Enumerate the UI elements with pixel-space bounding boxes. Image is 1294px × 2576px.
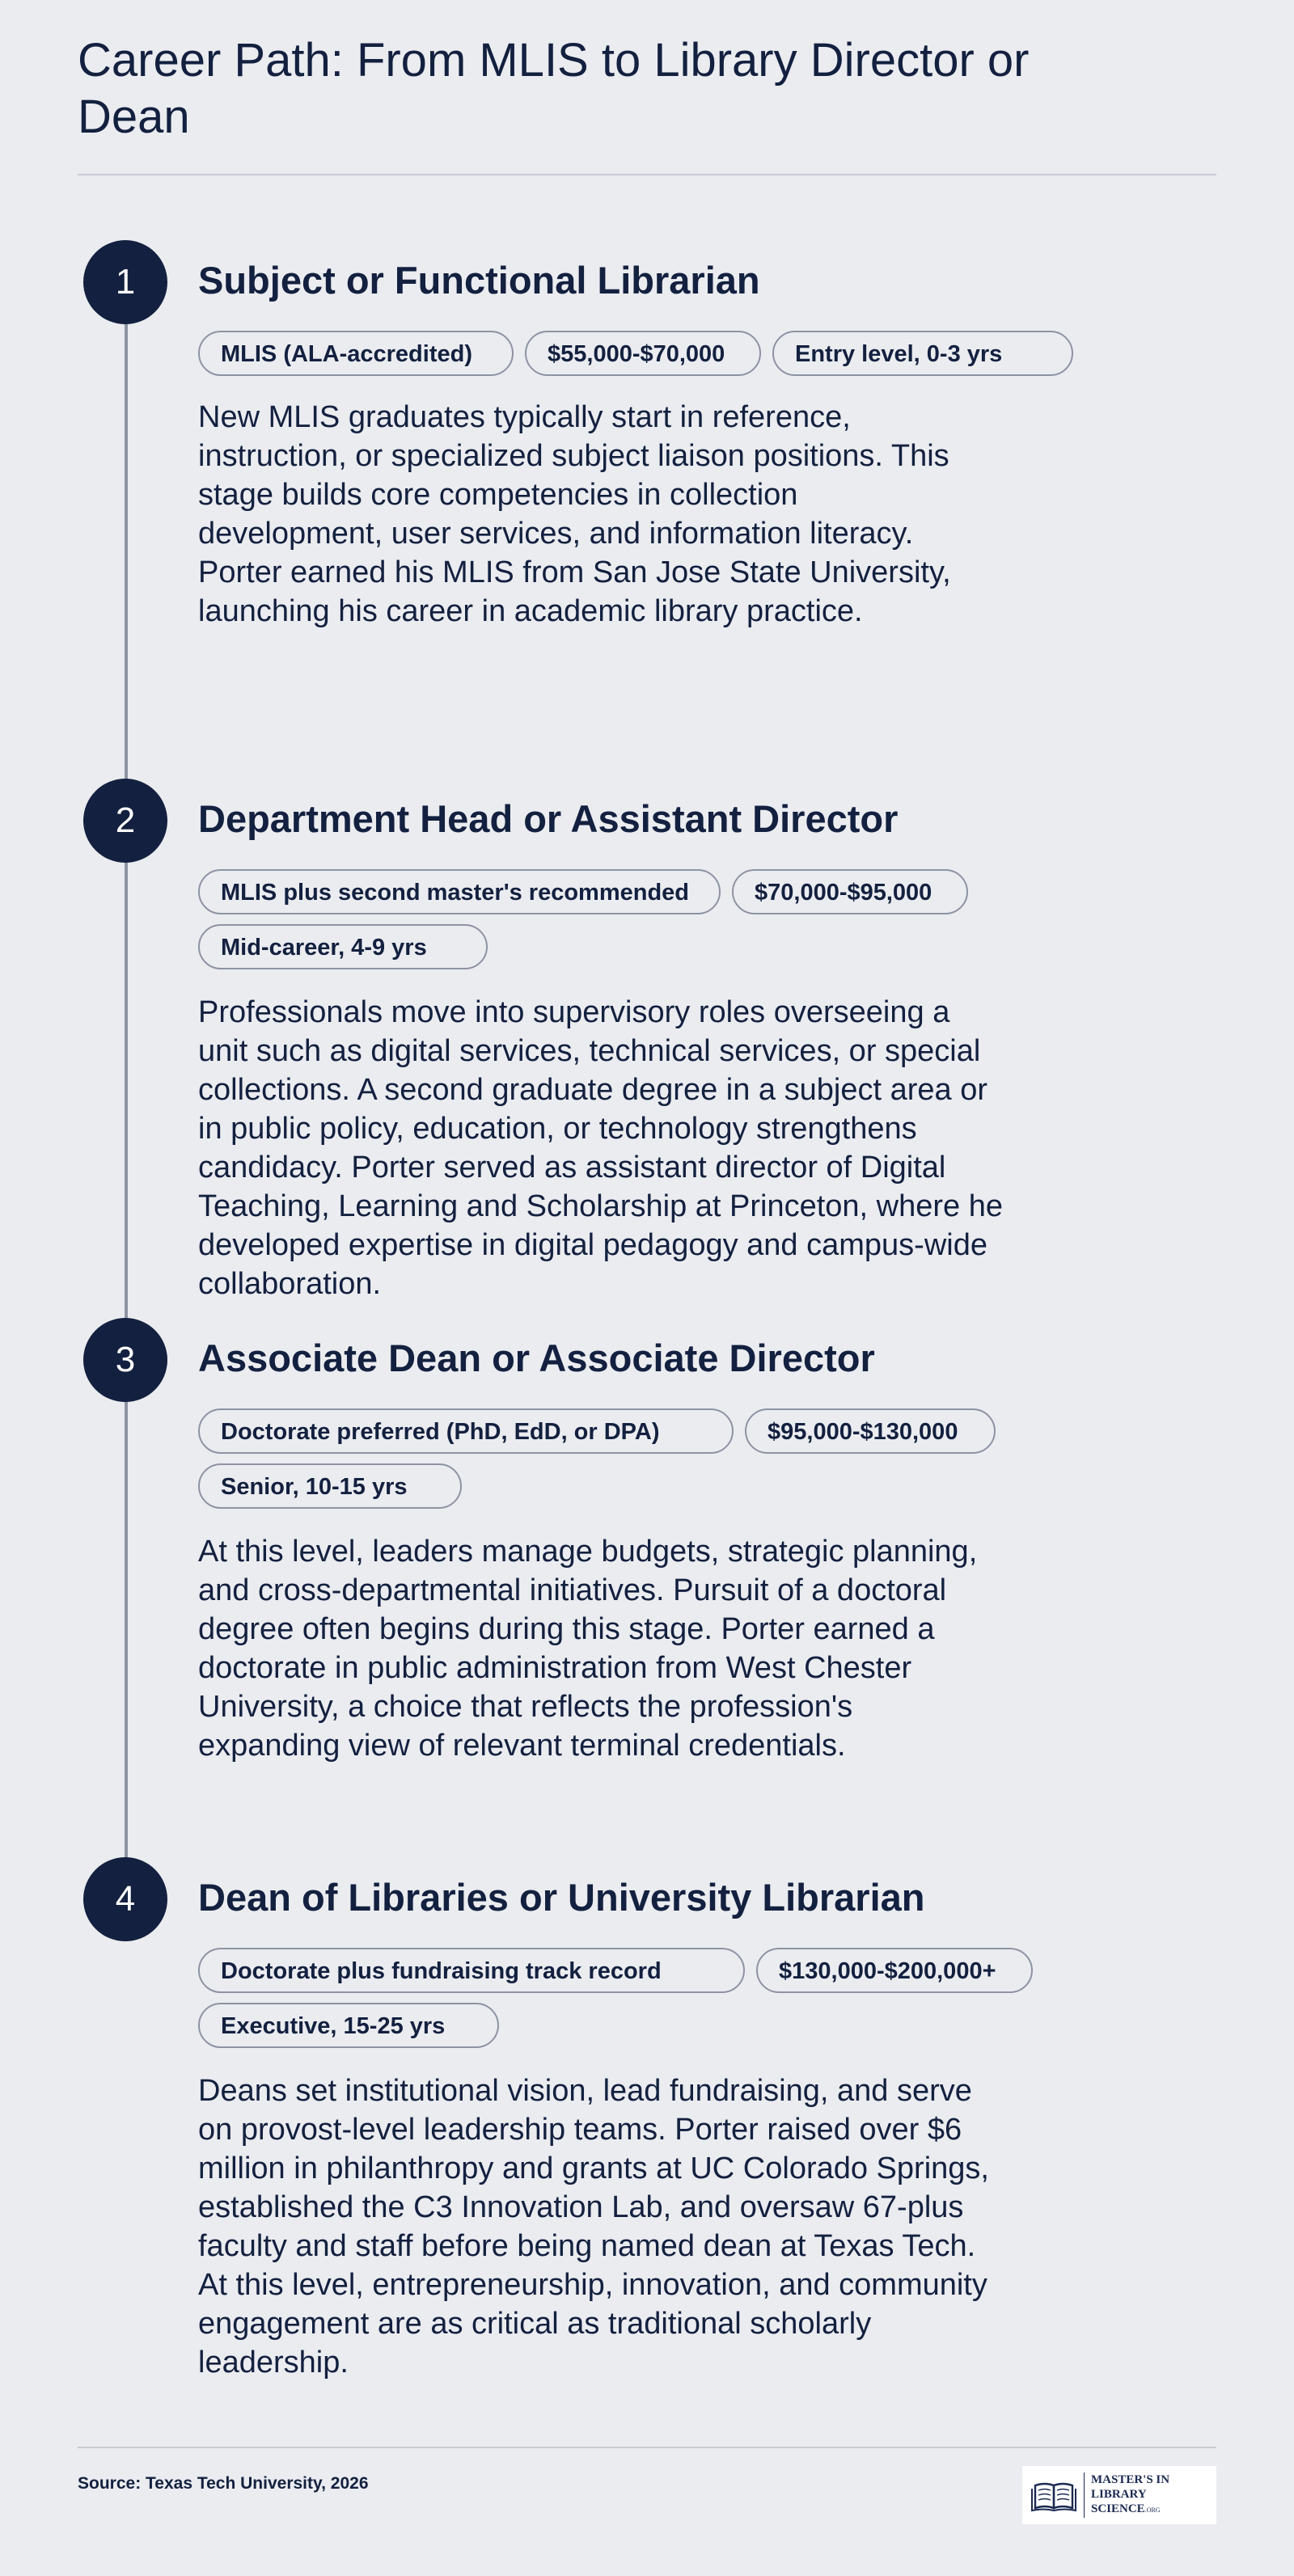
experience-tag: Entry level, 0-3 yrs — [772, 331, 1073, 376]
logo-line-1: MASTER'S IN — [1091, 2473, 1170, 2486]
page-title: Career Path: From MLIS to Library Director or Dean — [78, 34, 1030, 143]
stage-description: New MLIS graduates typically start in reference, instruction, or specialized subject liaison positions. This stage builds core competencies in collection development, user services, and information literacy. Porter earned his MLIS from San Jose State University, launching his career in academic library practice. — [198, 400, 951, 628]
stage-description: At this level, leaders manage budgets, strategic planning, and cross-departmental initiatives. Pursuit of a doctoral degree often begins during this stage. Porter earned a doctorate in public administration from West Chester University, a choice that reflects the profession's expanding view of relevant terminal credentials. — [198, 1535, 978, 1763]
stage-title: Associate Dean or Associate Director — [198, 1337, 875, 1379]
salary-tag: $55,000-$70,000 — [525, 331, 761, 376]
stage-description: Deans set institutional vision, lead fundraising, and serve on provost-level leadership teams. Porter raised over $6 million in philanthropy and grants at UC Colorado Springs, established the C3 Innovation Lab, and oversaw 67-plus faculty and staff before being named dean at Texas Tech. At this level, entrepreneurship, innovation, and community engagement are as critical as traditional scholarly leadership. — [198, 2074, 989, 2380]
logo-suffix: .ORG — [1144, 2506, 1161, 2514]
timeline-line — [125, 283, 128, 1898]
source-note: Source: Texas Tech University, 2026 — [78, 2474, 369, 2493]
stage-number-badge: 2 — [83, 779, 167, 863]
stage-number-badge: 3 — [83, 1318, 167, 1402]
experience-tag: Executive, 15-25 yrs — [198, 2003, 499, 2048]
stage-title: Department Head or Assistant Director — [198, 797, 899, 840]
stage-title: Dean of Libraries or University Librarian — [198, 1876, 925, 1919]
footer-divider — [78, 2447, 1216, 2448]
logo-wordmark — [1084, 2473, 1208, 2518]
stage-tags — [198, 1948, 1088, 2048]
stage-tags — [198, 331, 1088, 376]
salary-tag: $95,000-$130,000 — [745, 1408, 996, 1454]
header-divider — [78, 174, 1216, 175]
education-tag: MLIS plus second master's recommended — [198, 869, 721, 914]
education-tag: Doctorate preferred (PhD, EdD, or DPA) — [198, 1408, 734, 1454]
education-tag: MLIS (ALA-accredited) — [198, 331, 514, 376]
salary-tag: $70,000-$95,000 — [732, 869, 968, 914]
stage-tags — [198, 1408, 1088, 1509]
open-book-icon — [1030, 2477, 1077, 2513]
stage-title: Subject or Functional Librarian — [198, 259, 760, 302]
experience-tag: Mid-career, 4-9 yrs — [198, 924, 488, 969]
site-logo[interactable] — [1022, 2466, 1216, 2524]
stage-number-badge: 4 — [83, 1857, 167, 1941]
logo-line-2: LIBRARY SCIENCE — [1091, 2488, 1147, 2515]
stage-description: Professionals move into supervisory roles overseeing a unit such as digital services, technical services, or special collections. A second graduate degree in a subject area or in public policy, education, or technology strengthens candidacy. Porter served as assistant director of Digital Teaching, Learning and Scholarship at Princeton, where he developed expertise in digital pedagogy and campus-wide collaboration. — [198, 995, 1003, 1301]
education-tag: Doctorate plus fundraising track record — [198, 1948, 745, 1993]
stage-tags — [198, 869, 1088, 969]
experience-tag: Senior, 10-15 yrs — [198, 1463, 462, 1509]
stage-number-badge: 1 — [83, 240, 167, 324]
salary-tag: $130,000-$200,000+ — [756, 1948, 1033, 1993]
